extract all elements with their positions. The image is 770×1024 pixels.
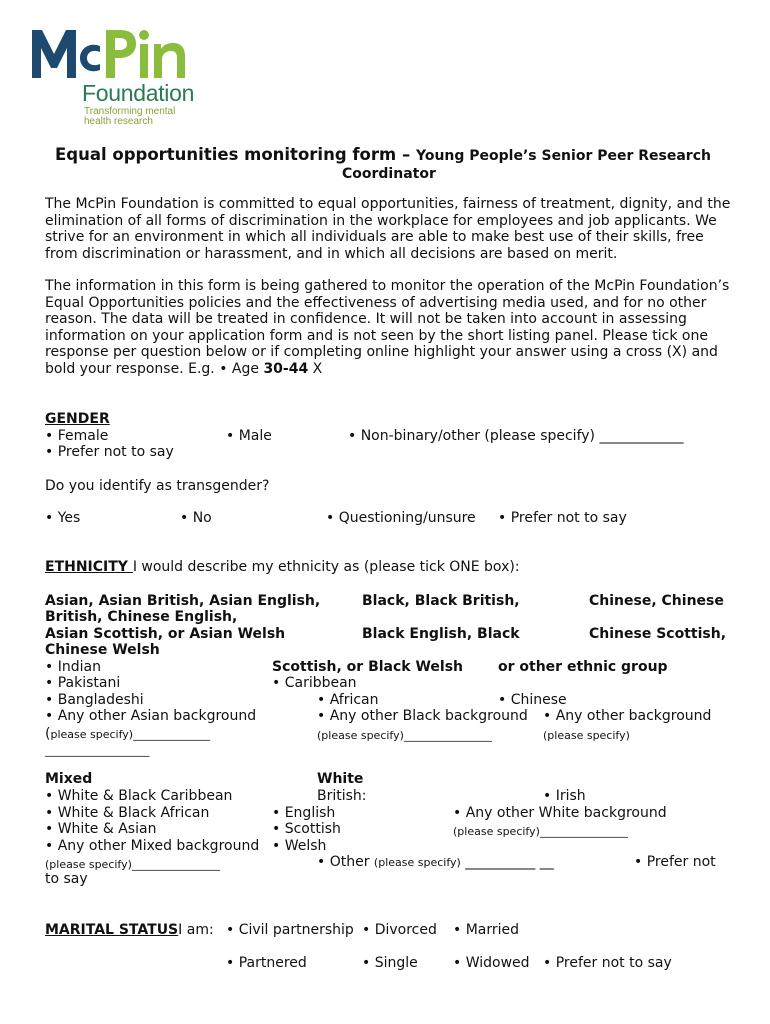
marital-divorced-option[interactable]: • Divorced [362, 922, 437, 938]
logo-tagline-line2: health research [84, 116, 153, 127]
chinese-heading-1: Chinese, Chinese [589, 593, 724, 609]
white-specify[interactable]: (please specify)________________ [453, 825, 628, 838]
mixed-wbc-option[interactable]: • White & Black Caribbean [45, 788, 233, 804]
gender-female-option[interactable]: • Female [45, 428, 109, 444]
black-specify[interactable]: (please specify)________________ [317, 729, 492, 742]
transgender-yes-option[interactable]: • Yes [45, 510, 81, 526]
marital-i-am: I am: [178, 922, 214, 938]
asian-specify-underline[interactable]: ___________________ [45, 744, 150, 757]
chinese-heading-3: or other ethnic group [498, 659, 668, 675]
asian-heading-1: Asian, Asian British, Asian English, [45, 593, 321, 609]
transgender-no-option[interactable]: • No [180, 510, 212, 526]
logo-foundation-text: Foundation [82, 80, 195, 106]
ethnicity-heading: ETHNICITY [45, 559, 133, 575]
gender-prefer-option[interactable]: • Prefer not to say [45, 444, 174, 460]
gender-nonbinary-option[interactable]: • Non-binary/other (please specify) ____________ [348, 428, 684, 444]
transgender-question: Do you identify as transgender? [45, 478, 270, 494]
form-title-sub: Young People’s Senior Peer Research [415, 148, 711, 164]
gender-heading: GENDER [45, 411, 110, 427]
white-other-line[interactable] [317, 854, 554, 871]
example-bold: 30-44 [263, 360, 309, 377]
marital-partnered-option[interactable]: • Partnered [226, 955, 307, 971]
intro-paragraph-2 [45, 278, 735, 377]
intro-paragraph-2-text: The information in this form is being gathered to monitor the operation of the McPin Foundation’s Equal Opportunities policies and the effectiveness of advertising media used, and for no other reason. The data will be treated in confidence. It will not be taken into account in assessing information on your application form and is not seen by the short listing panel. Please tick one response per question below or if completing online highlight your answer using a cross (X) and bold your response. E.g. [45, 278, 730, 377]
asian-heading-2: British, Chinese English, [45, 609, 238, 625]
marital-single-option[interactable]: • Single [362, 955, 418, 971]
black-heading-2: Black English, Black [362, 626, 520, 642]
form-title [55, 145, 711, 166]
mixed-any-option[interactable]: • Any other Mixed background [45, 838, 260, 854]
transgender-prefer-option[interactable]: • Prefer not to say [498, 510, 627, 526]
logo-mark-icon [30, 24, 190, 84]
white-irish-option[interactable]: • Irish [543, 788, 586, 804]
ethnicity-chinese-option[interactable]: • Chinese [498, 692, 567, 708]
mixed-wa-option[interactable]: • White & Asian [45, 821, 157, 837]
gender-male-option[interactable]: • Male [226, 428, 272, 444]
black-heading-3: Scottish, or Black Welsh [272, 659, 464, 675]
form-title-main: Equal opportunities monitoring form – [55, 145, 416, 164]
prefer-not-to-say-continued: to say [45, 871, 88, 887]
mixed-heading: Mixed [45, 771, 93, 787]
ethnicity-caribbean-option[interactable]: • Caribbean [272, 675, 357, 691]
ethnicity-any-other-option[interactable]: • Any other background [543, 708, 712, 724]
chinese-heading-2: Chinese Scottish, [589, 626, 727, 642]
white-other-underline: __________ __ [465, 854, 554, 870]
example-prefix: • Age [219, 360, 264, 377]
mixed-wba-option[interactable]: • White & Black African [45, 805, 210, 821]
white-scottish-option[interactable]: • Scottish [272, 821, 341, 837]
ethnicity-pakistani-option[interactable]: • Pakistani [45, 675, 121, 691]
mixed-specify[interactable]: (please specify)________________ [45, 858, 220, 871]
example-suffix: X [308, 360, 323, 377]
white-english-option[interactable]: • English [272, 805, 336, 821]
white-heading: White [317, 771, 364, 787]
white-welsh-option[interactable]: • Welsh [272, 838, 327, 854]
logo-tagline-line1: Transforming mental [84, 106, 176, 117]
ethnicity-any-asian-option[interactable]: • Any other Asian background [45, 708, 257, 724]
asian-specify-line[interactable] [45, 726, 210, 743]
ethnicity-indian-option[interactable]: • Indian [45, 659, 101, 675]
white-other-option: • Other [317, 854, 370, 870]
marital-married-option[interactable]: • Married [453, 922, 520, 938]
marital-heading: MARITAL STATUS [45, 922, 179, 938]
ethnicity-bangladeshi-option[interactable]: • Bangladeshi [45, 692, 144, 708]
form-title-sub2: Coordinator [342, 166, 436, 182]
ethnicity-heading-line [45, 559, 520, 575]
marital-heading-line [45, 922, 214, 938]
asian-specify-paren: ( [45, 726, 51, 742]
ethnicity-african-option[interactable]: • African [317, 692, 379, 708]
logo-tagline [84, 107, 175, 127]
asian-heading-3: Asian Scottish, or Asian Welsh [45, 626, 286, 642]
white-other-specify: (please specify) [373, 856, 461, 869]
white-any-option[interactable]: • Any other White background [453, 805, 667, 821]
black-heading-1: Black, Black British, [362, 593, 520, 609]
transgender-questioning-option[interactable]: • Questioning/unsure [326, 510, 476, 526]
other-specify[interactable]: (please specify) [543, 729, 630, 742]
white-british-label: British: [317, 788, 367, 804]
intro-paragraph-1: The McPin Foundation is committed to equal opportunities, fairness of treatment, dignity, and the elimination of all forms of discrimination in the workplace for employees and job applicants. We strive for an environment in which all individuals are able to make best use of their skills, free from discrimination or harassment, and in which all decisions are based on merit. [45, 196, 731, 262]
prefer-not-to-say-option[interactable]: • Prefer not [634, 854, 716, 870]
asian-specify: please specify)______________ [50, 728, 211, 741]
marital-prefer-option[interactable]: • Prefer not to say [543, 955, 672, 971]
ethnicity-any-black-option[interactable]: • Any other Black background [317, 708, 528, 724]
marital-widowed-option[interactable]: • Widowed [453, 955, 530, 971]
marital-civil-option[interactable]: • Civil partnership [226, 922, 354, 938]
asian-heading-4: Chinese Welsh [45, 642, 160, 658]
ethnicity-intro: I would describe my ethnicity as (please tick ONE box): [132, 559, 520, 575]
